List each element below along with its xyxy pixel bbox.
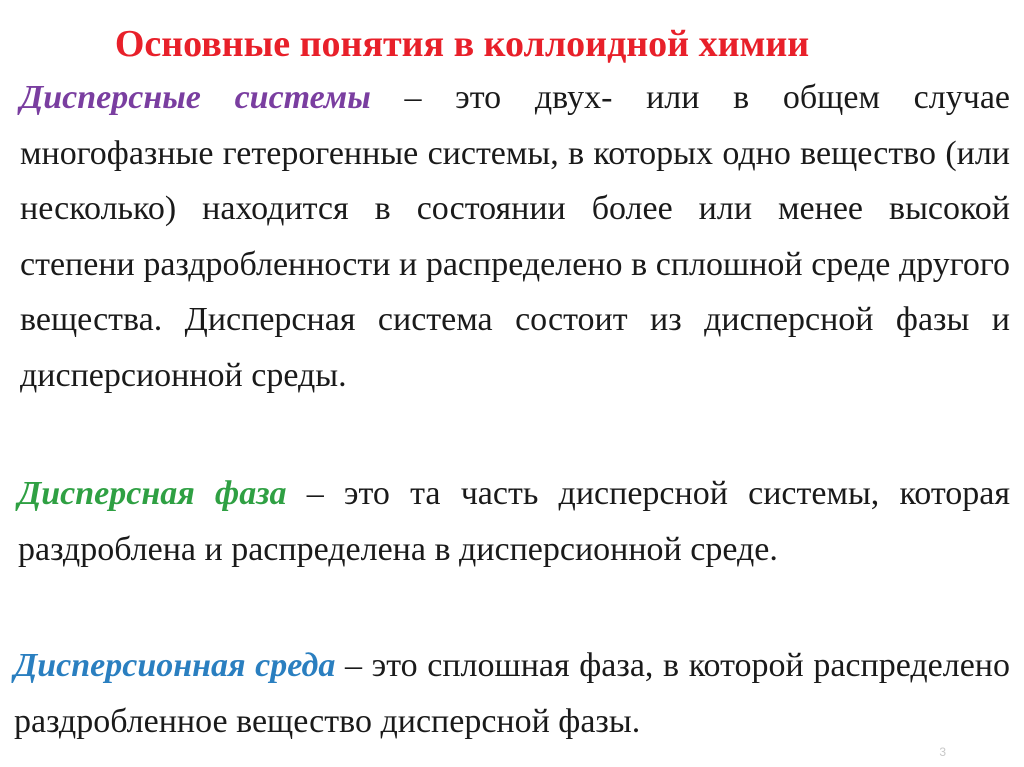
definition-dispersed-systems (20, 70, 1010, 403)
definition-text: – это сплошная фаза, в которой распределено раздробленное вещество дисперсной фазы. (14, 647, 1010, 740)
definition-dispersed-phase (18, 466, 1010, 577)
definition-text: – это двух- или в общем случае многофазные гетерогенные системы, в которых одно вещество (или несколько) находится в состоянии более или менее высокой степени раздробленности и распределено в сплошной среде другого вещества. Дисперсная система состоит из дисперсной фазы и дисперсионной среды. (20, 79, 1011, 394)
term-dispersed-systems: Дисперсные системы (20, 79, 371, 116)
slide-title: Основные понятия в коллоидной химии (114, 23, 810, 65)
definition-text: – это та часть дисперсной системы, которая раздроблена и распределена в дисперсионной среде. (18, 475, 1010, 568)
page-number: 3 (939, 745, 946, 759)
definition-dispersion-medium (14, 638, 1010, 749)
term-dispersed-phase: Дисперсная фаза (18, 475, 287, 512)
term-dispersion-medium: Дисперсионная среда (14, 647, 336, 684)
